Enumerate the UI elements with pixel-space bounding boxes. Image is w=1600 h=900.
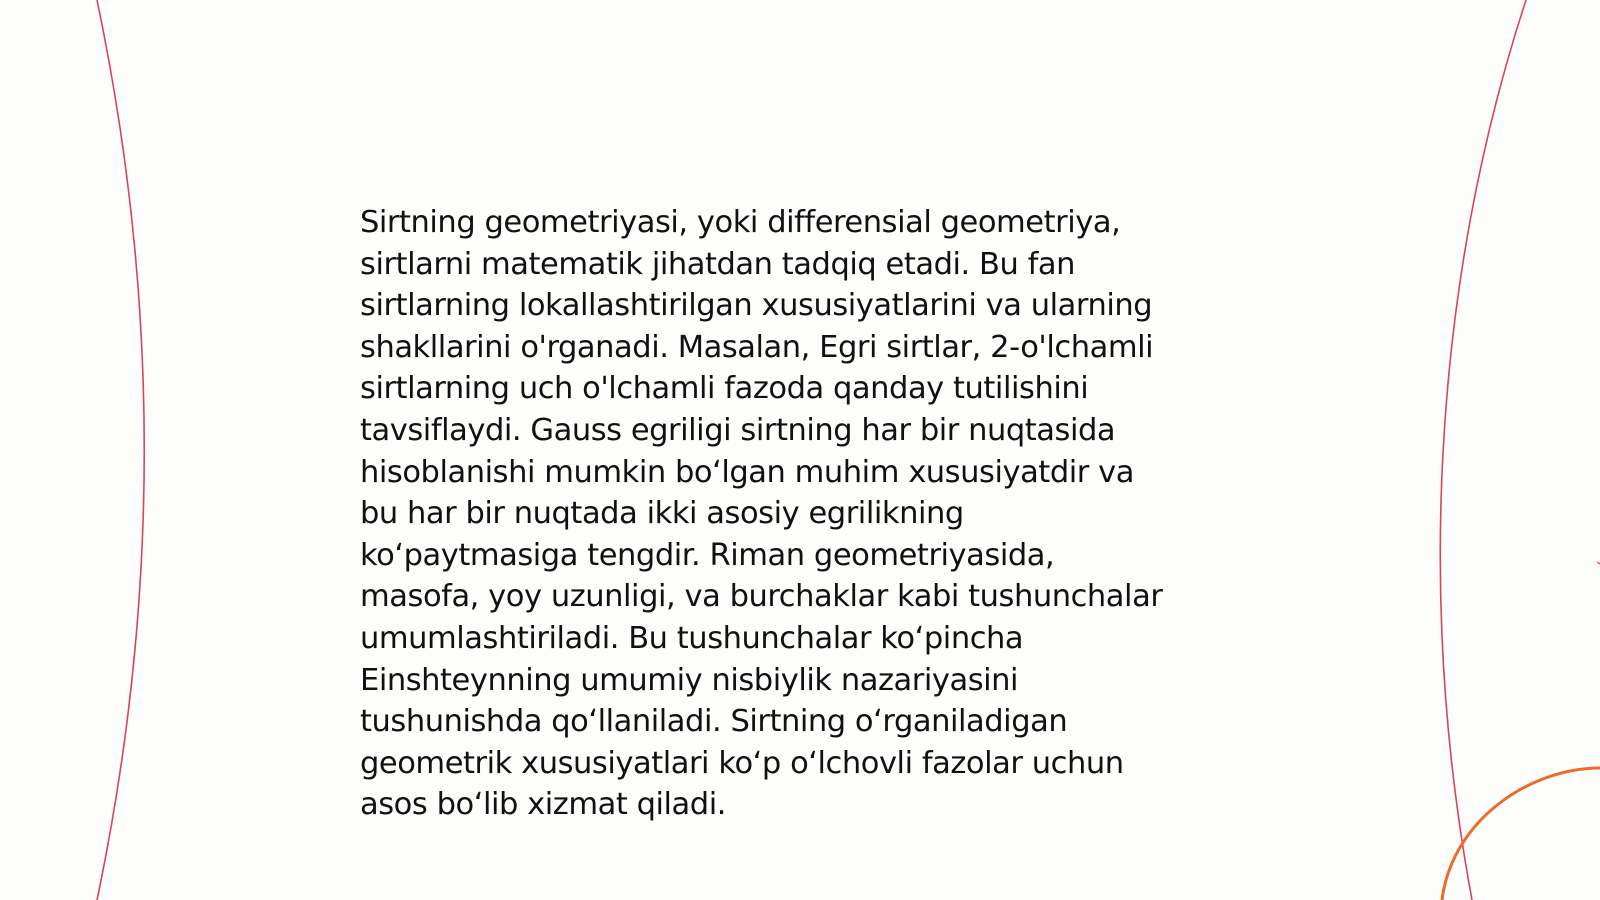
corner-arc: [1442, 768, 1600, 900]
right-curve: [1440, 0, 1526, 900]
body-paragraph: Sirtning geometriyasi, yoki differensial geometriya, sirtlarni matematik jihatdan tadqiq etadi. Bu fan sirtlarning lokallashtirilgan xususiyatlarini va ularning shakllarini o'rganadi. Masalan, Egri sirtlar, 2-o'lchamli sirtlarning uch o'lchamli fazoda qanday tutilishini tavsiflaydi. Gauss egriligi sirtning har bir nuqtasida hisoblanishi mumkin boʻlgan muhim xususiyatdir va bu har bir nuqtada ikki asosiy egrilikning koʻpaytmasiga tengdir. Riman geometriyasida, masofa, yoy uzunligi, va burchaklar kabi tushunchalar umumlashtiriladi. Bu tushunchalar koʻpincha Einshteynning umumiy nisbiylik nazariyasini tushunishda qoʻllaniladi. Sirtning oʻrganiladigan geometrik xususiyatlari koʻp oʻlchovli fazolar uchun asos boʻlib xizmat qiladi.: [360, 205, 1163, 823]
left-curve: [97, 0, 144, 900]
